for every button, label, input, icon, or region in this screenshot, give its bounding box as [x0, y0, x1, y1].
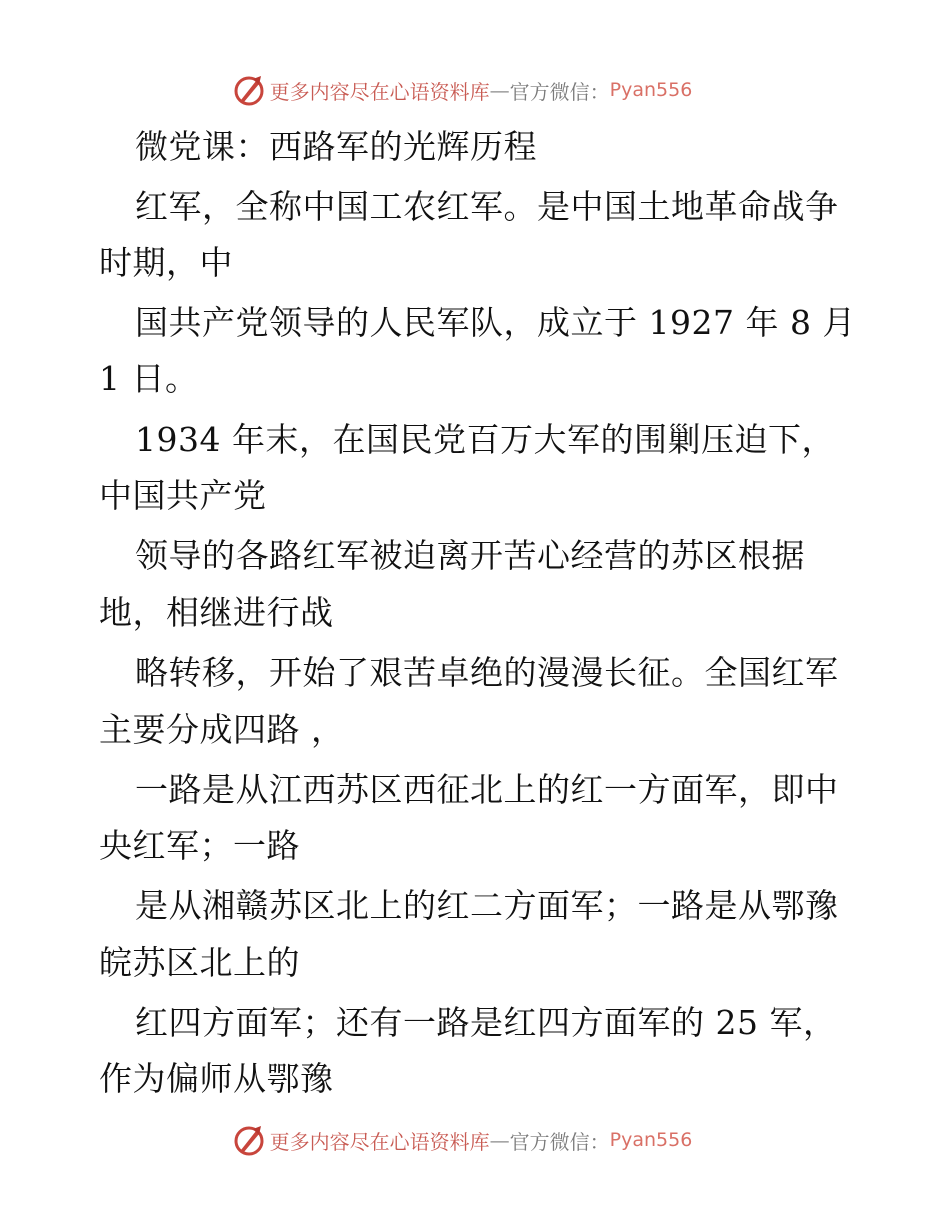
paragraph-line: 是从湘赣苏区北上的红二方面军；一路是从鄂豫: [135, 886, 839, 925]
quill-logo-icon: [232, 73, 266, 107]
doc-title: 微党课：西路军的光辉历程: [135, 127, 537, 166]
watermark-wechat-id: Pyan556: [609, 79, 693, 101]
watermark-dash: —: [489, 78, 510, 102]
paragraph-line: 主要分成四路 ，: [99, 710, 345, 749]
watermark-wechat-id: Pyan556: [609, 1129, 693, 1151]
paragraph-line: 领导的各路红军被迫离开苦心经营的苏区根据: [135, 536, 805, 575]
paragraph-line: 时期，中: [99, 243, 233, 282]
footer-watermark: [0, 1120, 950, 1160]
header-watermark: [0, 70, 950, 110]
paragraph-line: 央红军；一路: [99, 826, 300, 865]
watermark-main-text: 更多内容尽在心语资料库: [269, 79, 490, 104]
watermark-sub-text: 官方微信：: [509, 79, 610, 104]
paragraph-line: 中国共产党: [99, 476, 267, 515]
paragraph-line: 略转移，开始了艰苦卓绝的漫漫长征。全国红军: [135, 653, 839, 692]
watermark-dash: —: [489, 1128, 510, 1152]
paragraph-line: 一路是从江西苏区西征北上的红一方面军，即中: [135, 770, 839, 809]
paragraph-line: 1934 年末，在国民党百万大军的围剿压迫下，: [135, 420, 835, 459]
paragraph-line: 1 日。: [99, 359, 199, 398]
watermark-main-text: 更多内容尽在心语资料库: [269, 1129, 490, 1154]
watermark-sub-text: 官方微信：: [509, 1129, 610, 1154]
paragraph-line: 地，相继进行战: [99, 593, 334, 632]
paragraph-line: 红四方面军；还有一路是红四方面军的 25 军，: [135, 1003, 837, 1042]
paragraph-line: 皖苏区北上的: [99, 943, 300, 982]
paragraph-line: 国共产党领导的人民军队，成立于 1927 年 8 月: [135, 303, 856, 342]
paragraph-line: 红军，全称中国工农红军。是中国土地革命战争: [135, 187, 839, 226]
paragraph-line: 作为偏师从鄂豫: [99, 1059, 334, 1098]
quill-logo-icon: [232, 1123, 266, 1157]
